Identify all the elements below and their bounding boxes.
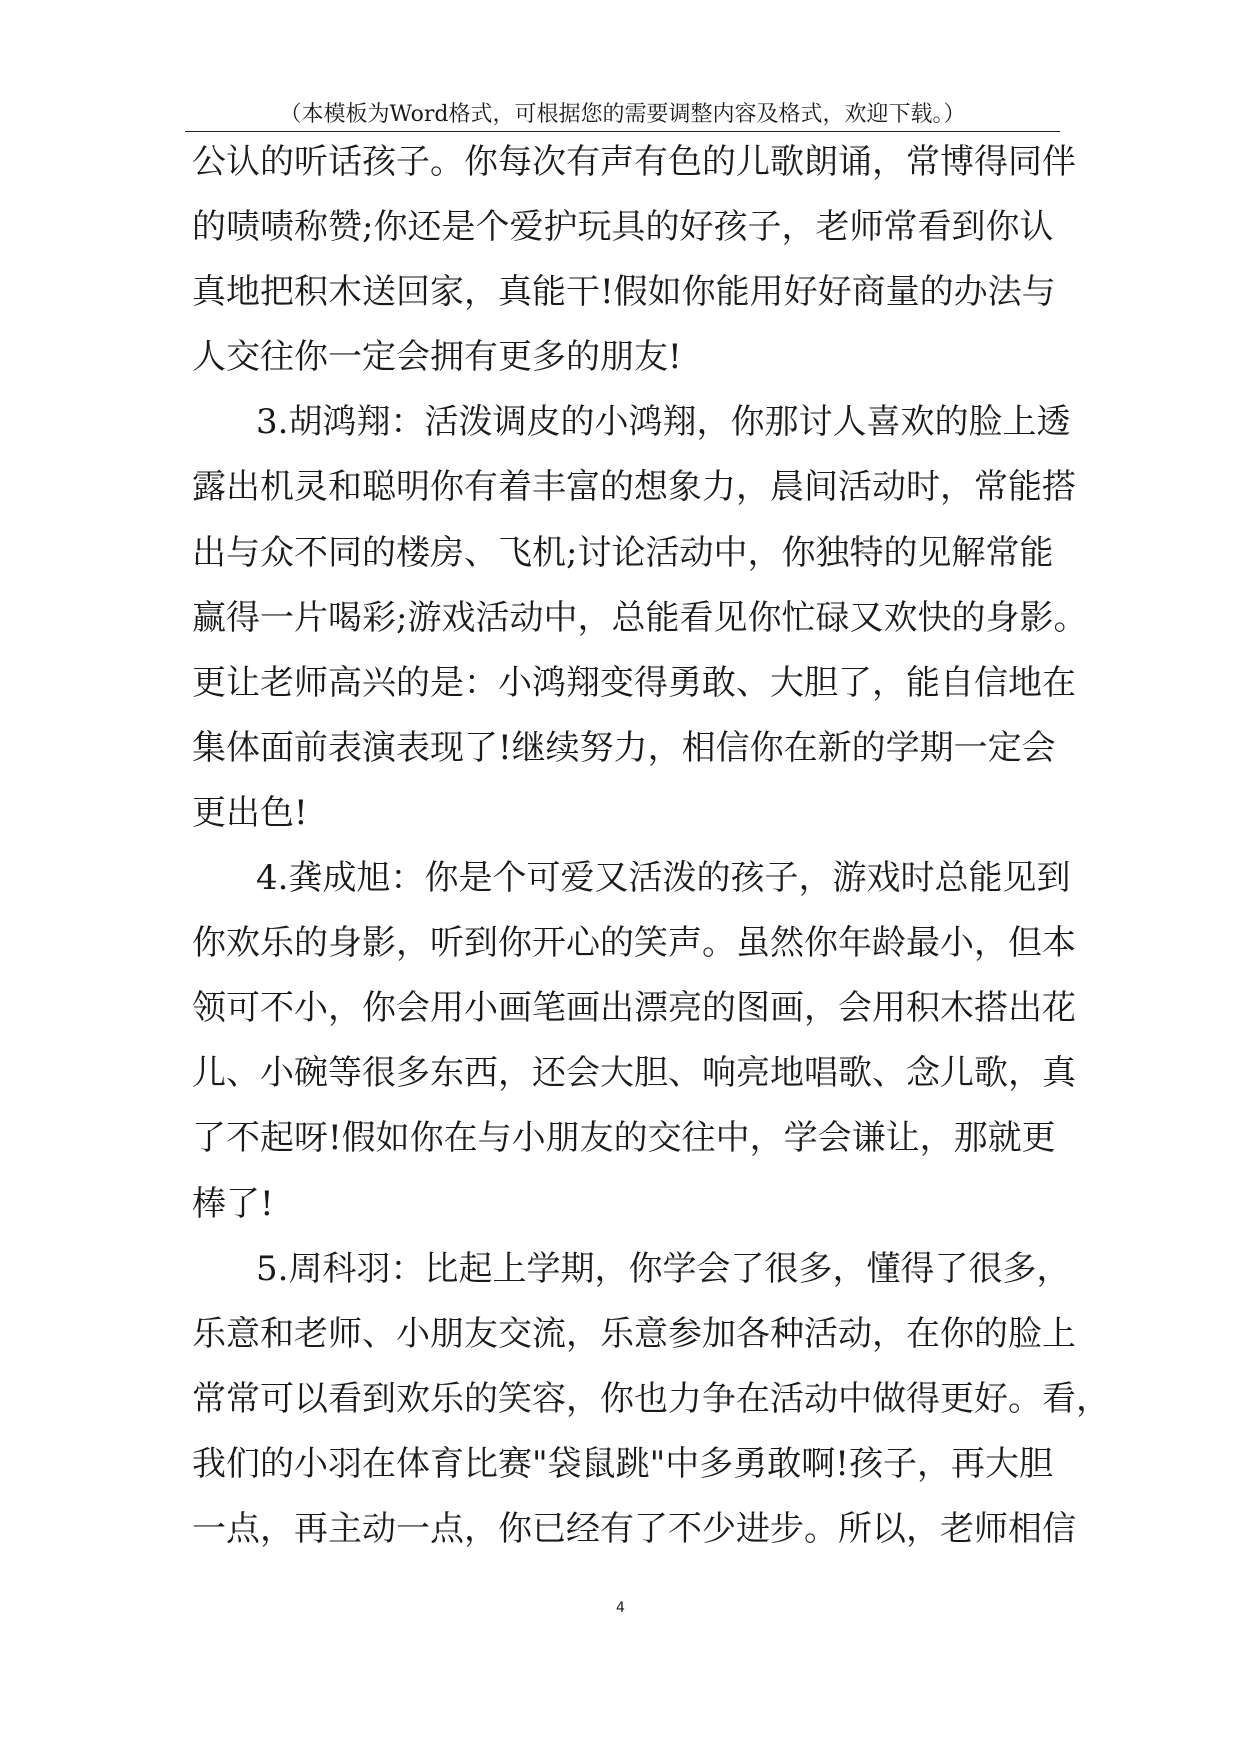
body-line: 常常可以看到欢乐的笑容，你也力争在活动中做得更好。看，: [192, 1378, 1110, 1419]
body-line: 的啧啧称赞;你还是个爱护玩具的好孩子，老师常看到你认: [192, 207, 1054, 248]
body-line: 领可不小，你会用小画笔画出漂亮的图画，会用积木搭出花: [192, 988, 1076, 1029]
body-line: 更让老师高兴的是：小鸿翔变得勇敢、大胆了，能自信地在: [192, 662, 1076, 703]
body-line: 乐意和老师、小朋友交流，乐意参加各种活动，在你的脸上: [192, 1313, 1076, 1354]
paragraph-start-line: 4.龚成旭：你是个可爱又活泼的孩子，游戏时总能见到: [256, 858, 1071, 899]
body-line: 棒了!: [192, 1183, 274, 1224]
body-line: 我们的小羽在体育比赛"袋鼠跳"中多勇敢啊!孩子，再大胆: [192, 1443, 1053, 1484]
body-line: 了不起呀!假如你在与小朋友的交往中，学会谦让，那就更: [192, 1118, 1056, 1159]
body-line: 出与众不同的楼房、飞机;讨论活动中，你独特的见解常能: [192, 532, 1054, 573]
paragraph-start-line: 3.胡鸿翔：活泼调皮的小鸿翔，你那讨人喜欢的脸上透: [256, 402, 1071, 443]
page-number: 4: [616, 1600, 625, 1616]
body-line: 集体面前表演表现了!继续努力，相信你在新的学期一定会: [192, 727, 1056, 768]
body-line: 一点，再主动一点，你已经有了不少进步。所以，老师相信: [192, 1508, 1076, 1549]
body-line: 赢得一片喝彩;游戏活动中，总能看见你忙碌又欢快的身影。: [192, 597, 1088, 638]
body-line: 儿、小碗等很多东西，还会大胆、响亮地唱歌、念儿歌，真: [192, 1053, 1076, 1094]
body-line: 更出色!: [192, 792, 308, 833]
paragraph-start-line: 5.周科羽：比起上学期，你学会了很多，懂得了很多，: [256, 1248, 1071, 1289]
document-body: [192, 130, 1110, 1562]
body-line: 公认的听话孩子。你每次有声有色的儿歌朗诵，常博得同伴: [192, 142, 1076, 182]
body-line: 你欢乐的身影，听到你开心的笑声。虽然你年龄最小，但本: [192, 923, 1076, 964]
body-line: 露出机灵和聪明你有着丰富的想象力，晨间活动时，常能搭: [192, 467, 1076, 508]
template-note-header: （本模板为Word格式，可根据您的需要调整内容及格式，欢迎下载。）: [279, 102, 966, 127]
body-line: 真地把积木送回家，真能干!假如你能用好好商量的办法与: [192, 272, 1056, 313]
body-line: 人交往你一定会拥有更多的朋友!: [192, 337, 682, 378]
